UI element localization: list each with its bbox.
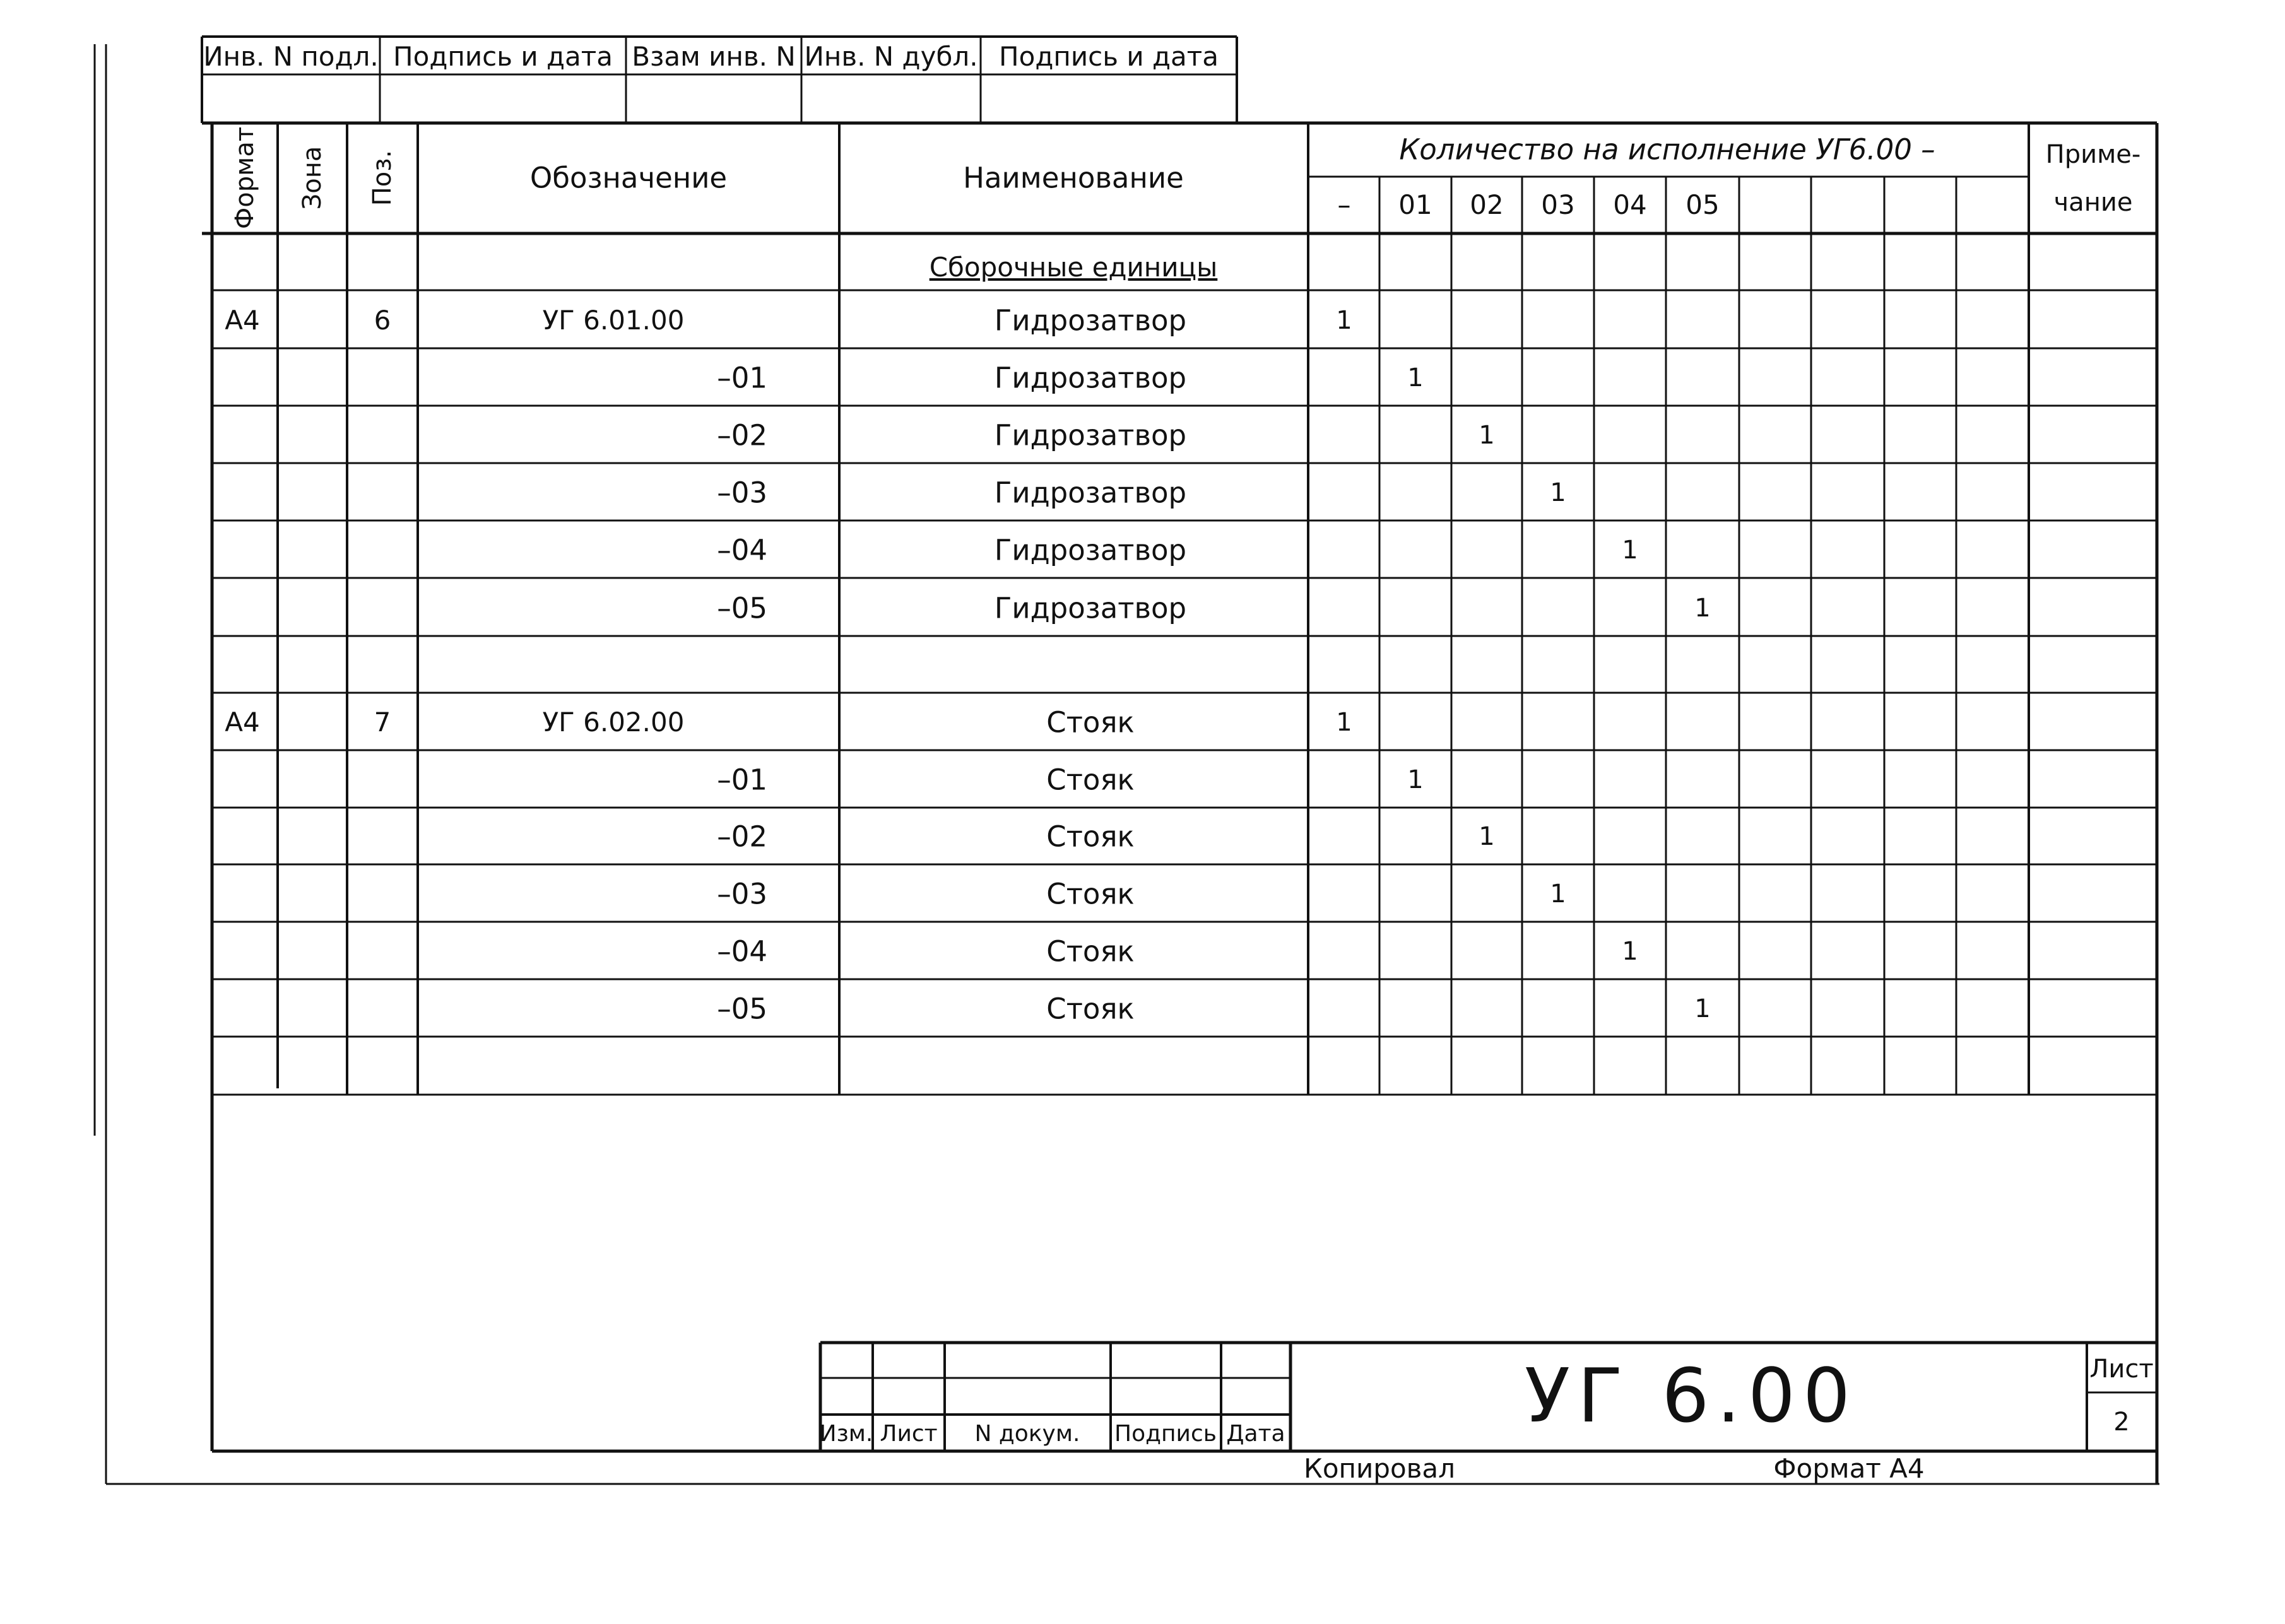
- qty-column-header: 01: [1398, 189, 1432, 220]
- row-name: Гидрозатвор: [994, 476, 1187, 510]
- change-col-doc-number: N докум.: [974, 1421, 1080, 1447]
- row-name: Стояк: [1046, 934, 1135, 968]
- row-variant: –05: [717, 992, 767, 1026]
- stamp-vzam-inv-label: Взам инв. N: [632, 41, 796, 72]
- row-qty: 1: [1622, 536, 1638, 565]
- row-name: Стояк: [1046, 877, 1135, 911]
- row-pos: 7: [374, 707, 391, 738]
- row-name: Гидрозатвор: [994, 418, 1187, 452]
- qty-column-header: 03: [1541, 189, 1575, 220]
- qty-column-header: 05: [1686, 189, 1720, 220]
- row-qty: 1: [1479, 822, 1495, 851]
- change-col-date: Дата: [1226, 1421, 1285, 1447]
- row-qty: 1: [1622, 937, 1638, 966]
- row-format: А4: [225, 305, 260, 336]
- row-variant: –01: [717, 361, 767, 395]
- row-qty: 1: [1550, 478, 1566, 507]
- row-name: Гидрозатвор: [994, 533, 1187, 567]
- qty-column-header: 02: [1470, 189, 1504, 220]
- row-name: Стояк: [1046, 820, 1135, 854]
- row-qty: 1: [1336, 306, 1352, 335]
- stamp-signature-date-label: Подпись и дата: [393, 41, 613, 72]
- header-designation: Обозначение: [529, 161, 728, 195]
- qty-column-header: –: [1337, 189, 1351, 220]
- row-variant: –03: [717, 877, 767, 911]
- row-variant: –04: [717, 934, 767, 968]
- header-format: Формат: [230, 126, 259, 230]
- row-name: Стояк: [1046, 992, 1135, 1026]
- row-designation: УГ 6.02.00: [542, 707, 685, 738]
- sheet-number: 2: [2113, 1408, 2130, 1437]
- document-code: УГ 6.00: [1524, 1352, 1858, 1439]
- header-note: Приме- чание: [2045, 140, 2141, 217]
- header-name: Наименование: [963, 161, 1184, 195]
- row-qty: 1: [1694, 594, 1711, 623]
- row-qty: 1: [1407, 363, 1424, 392]
- row-name: Гидрозатвор: [994, 591, 1187, 625]
- row-variant: –01: [717, 763, 767, 797]
- change-col-signature: Подпись: [1114, 1421, 1217, 1447]
- row-variant: –04: [717, 533, 767, 567]
- row-qty: 1: [1694, 994, 1711, 1023]
- stamp-inv-dubl-label: Инв. N дубл.: [804, 41, 978, 72]
- section-title: Сборочные единицы: [929, 252, 1218, 283]
- row-variant: –02: [717, 820, 767, 854]
- row-variant: –03: [717, 476, 767, 510]
- row-name: Гидрозатвор: [994, 303, 1187, 338]
- qty-column-header: 04: [1613, 189, 1647, 220]
- row-variant: –02: [717, 418, 767, 452]
- header-pos: Поз.: [368, 150, 397, 206]
- stamp-signature-date-label-2: Подпись и дата: [999, 41, 1219, 72]
- change-col-list: Лист: [880, 1421, 938, 1447]
- row-name: Гидрозатвор: [994, 361, 1187, 395]
- row-pos: 6: [374, 305, 391, 336]
- stamp-inv-podl-label: Инв. N подл.: [203, 41, 379, 72]
- row-qty: 1: [1407, 765, 1424, 794]
- row-name: Стояк: [1046, 763, 1135, 797]
- header-zone: Зона: [298, 146, 327, 210]
- header-qty-group: Количество на исполнение УГ6.00 –: [1399, 132, 1935, 167]
- row-variant: –05: [717, 591, 767, 625]
- sheet-label: Лист: [2089, 1355, 2154, 1384]
- row-format: А4: [225, 707, 260, 738]
- change-col-izm: Изм.: [819, 1421, 873, 1447]
- format-label: Формат А4: [1773, 1453, 1925, 1484]
- row-qty: 1: [1550, 880, 1566, 909]
- row-name: Стояк: [1046, 705, 1135, 739]
- copied-by-label: Копировал: [1304, 1453, 1455, 1484]
- row-qty: 1: [1479, 421, 1495, 450]
- row-qty: 1: [1336, 708, 1352, 737]
- row-designation: УГ 6.01.00: [542, 305, 685, 336]
